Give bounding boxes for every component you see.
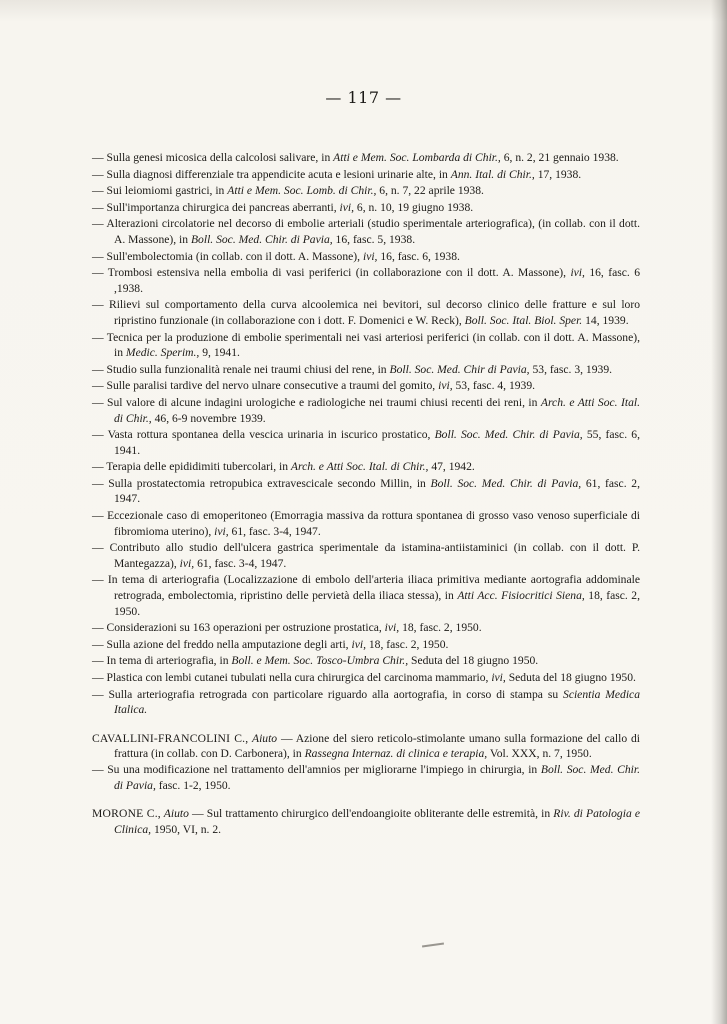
publication-entry: — Contributo allo studio dell'ulcera gastrica sperimentale da istamina-antiistaminici (in collab. con il dott. P. Mantegazza), ivi, 61, fasc. 3-4, 1947. bbox=[92, 541, 640, 570]
publication-entry: — Sul valore di alcune indagini urologiche e radiologiche nei traumi chiusi recenti dei reni, in Arch. e Atti Soc. Ital. di Chir., 46, 6-9 novembre 1939. bbox=[92, 395, 641, 425]
publication-list bbox=[92, 150, 640, 718]
publication-entry: — In tema di arteriografia, in Boll. e Mem. Soc. Tosco-Umbra Chir., Seduta del 18 giugno 1950. bbox=[92, 654, 539, 668]
author-role: Aiuto bbox=[248, 731, 278, 745]
author-name: CAVALLINI-FRANCOLINI C., bbox=[92, 731, 249, 745]
publication-entry: MORONE C., Aiuto — Sul trattamento chirurgico dell'endoangioite obliterante delle estremità, in Riv. di Patologia e Clinica, 1950, VI, n. 2. bbox=[92, 807, 641, 836]
publication-entry: CAVALLINI-FRANCOLINI C., Aiuto — Azione del siero reticolo-stimolante umano sulla formazione del callo di frattura (in collab. con D. Carbonera), in Rassegna Internaz. di clinica e terapia, Vol. XXX, n. 7, 1950. bbox=[92, 731, 640, 761]
publication-entry: — Sulla azione del freddo nella amputazione degli arti, ivi, 18, fasc. 2, 1950. bbox=[92, 637, 449, 651]
publication-entry: — Sulla arteriografia retrograda con particolare riguardo alla aortografia, in corso di stampa su Scientia Medica Italica. bbox=[92, 687, 641, 717]
publication-entry: — Plastica con lembi cutanei tubulati nella cura chirurgica del carcinoma mammario, ivi, Seduta del 18 giugno 1950. bbox=[92, 671, 636, 684]
ink-mark bbox=[422, 942, 444, 947]
publication-entry: — Tecnica per la produzione di embolie sperimentali nei vasi arteriosi periferici (in collab. con il dott. A. Massone), in Medic. Sperim., 9, 1941. bbox=[92, 330, 640, 360]
page-number: — 117 — bbox=[325, 88, 402, 107]
publication-entry: — Considerazioni su 163 operazioni per ostruzione prostatica, ivi, 18, fasc. 2, 1950. bbox=[92, 621, 482, 635]
bibliography-content bbox=[92, 150, 640, 837]
publication-entry: — Eccezionale caso di emoperitoneo (Emorragia massiva da rottura spontanea di grosso vaso venoso superficiale di fibromioma uterino), ivi, 61, fasc. 3-4, 1947. bbox=[92, 509, 640, 538]
publication-entry: — Studio sulla funzionalità renale nei traumi chiusi del rene, in Boll. Soc. Med. Chir di Pavia, 53, fasc. 3, 1939. bbox=[92, 362, 613, 376]
publication-entry: — Trombosi estensiva nella embolia di vasi periferici (in collaborazione con il dott. A. Massone), ivi, 16, fasc. 6 ,1938. bbox=[92, 266, 640, 295]
author-role: Aiuto bbox=[160, 807, 189, 821]
publication-entry: — Su una modificazione nel trattamento dell'amnios per migliorarne l'impiego in chirurgia, in Boll. Soc. Med. Chir. di Pavia, fasc. 1-2, 1950. bbox=[92, 762, 640, 792]
publication-entry: — Sull'importanza chirurgica dei pancreas aberranti, ivi, 6, n. 10, 19 giugno 1938. bbox=[92, 200, 474, 214]
page-edge-shadow bbox=[711, 0, 727, 1024]
author-section-morone bbox=[92, 806, 640, 837]
publication-entry: — Sulle paralisi tardive del nervo ulnare consecutive a traumi del gomito, ivi, 53, fasc. 4, 1939. bbox=[92, 379, 536, 393]
publication-entry: — Sulla diagnosi differenziale tra appendicite acuta e lesioni urinarie alte, in Ann. Ital. di Chir., 17, 1938. bbox=[92, 167, 582, 181]
author-section-cavallini bbox=[92, 731, 640, 793]
publication-entry: — Sulla genesi micosica della calcolosi salivare, in Atti e Mem. Soc. Lombarda di Chir., 6, n. 2, 21 gennaio 1938. bbox=[92, 151, 619, 164]
author-name: MORONE C., bbox=[92, 807, 161, 821]
publication-entry: — Sulla prostatectomia retropubica extravescicale secondo Millin, in Boll. Soc. Med. Chir. di Pavia, 61, fasc. 2, 1947. bbox=[92, 476, 640, 506]
publication-entry: — Sull'embolectomia (in collab. con il dott. A. Massone), ivi, 16, fasc. 6, 1938. bbox=[92, 249, 460, 263]
publication-entry: — Sui leiomiomi gastrici, in Atti e Mem. Soc. Lomb. di Chir., 6, n. 7, 22 aprile 1938. bbox=[92, 184, 484, 198]
publication-entry: — Rilievi sul comportamento della curva alcoolemica nei bevitori, sul decorso clinico delle fratture e sul loro ripristino funzionale (in collaborazione con i dott. F. Domenici e W. Reck), Boll. Soc. Ital. Biol. Sper. 14, 1939. bbox=[92, 298, 640, 327]
publication-entry: — Vasta rottura spontanea della vescica urinaria in iscurico prostatico, Boll. Soc. Med. Chir. di Pavia, 55, fasc. 6, 1941. bbox=[92, 428, 640, 457]
publication-entry: — Alterazioni circolatorie nel decorso di embolie arteriali (studio sperimentale arteriografica), (in collab. con il dott. A. Massone), in Boll. Soc. Med. Chir. di Pavia, 16, fasc. 5, 1938. bbox=[92, 217, 640, 246]
publication-entry: — Terapia delle epididimiti tubercolari, in Arch. e Atti Soc. Ital. di Chir., 47, 1942. bbox=[92, 460, 475, 474]
publication-entry: — In tema di arteriografia (Localizzazione di embolo dell'arteria iliaca primitiva mediante aortografia addominale retrograda, embolectomia, ripristino delle pervietà della iliaca stessa), in Atti Acc. Fisiocritici Siena, 18, fasc. 2, 1950. bbox=[92, 573, 640, 618]
